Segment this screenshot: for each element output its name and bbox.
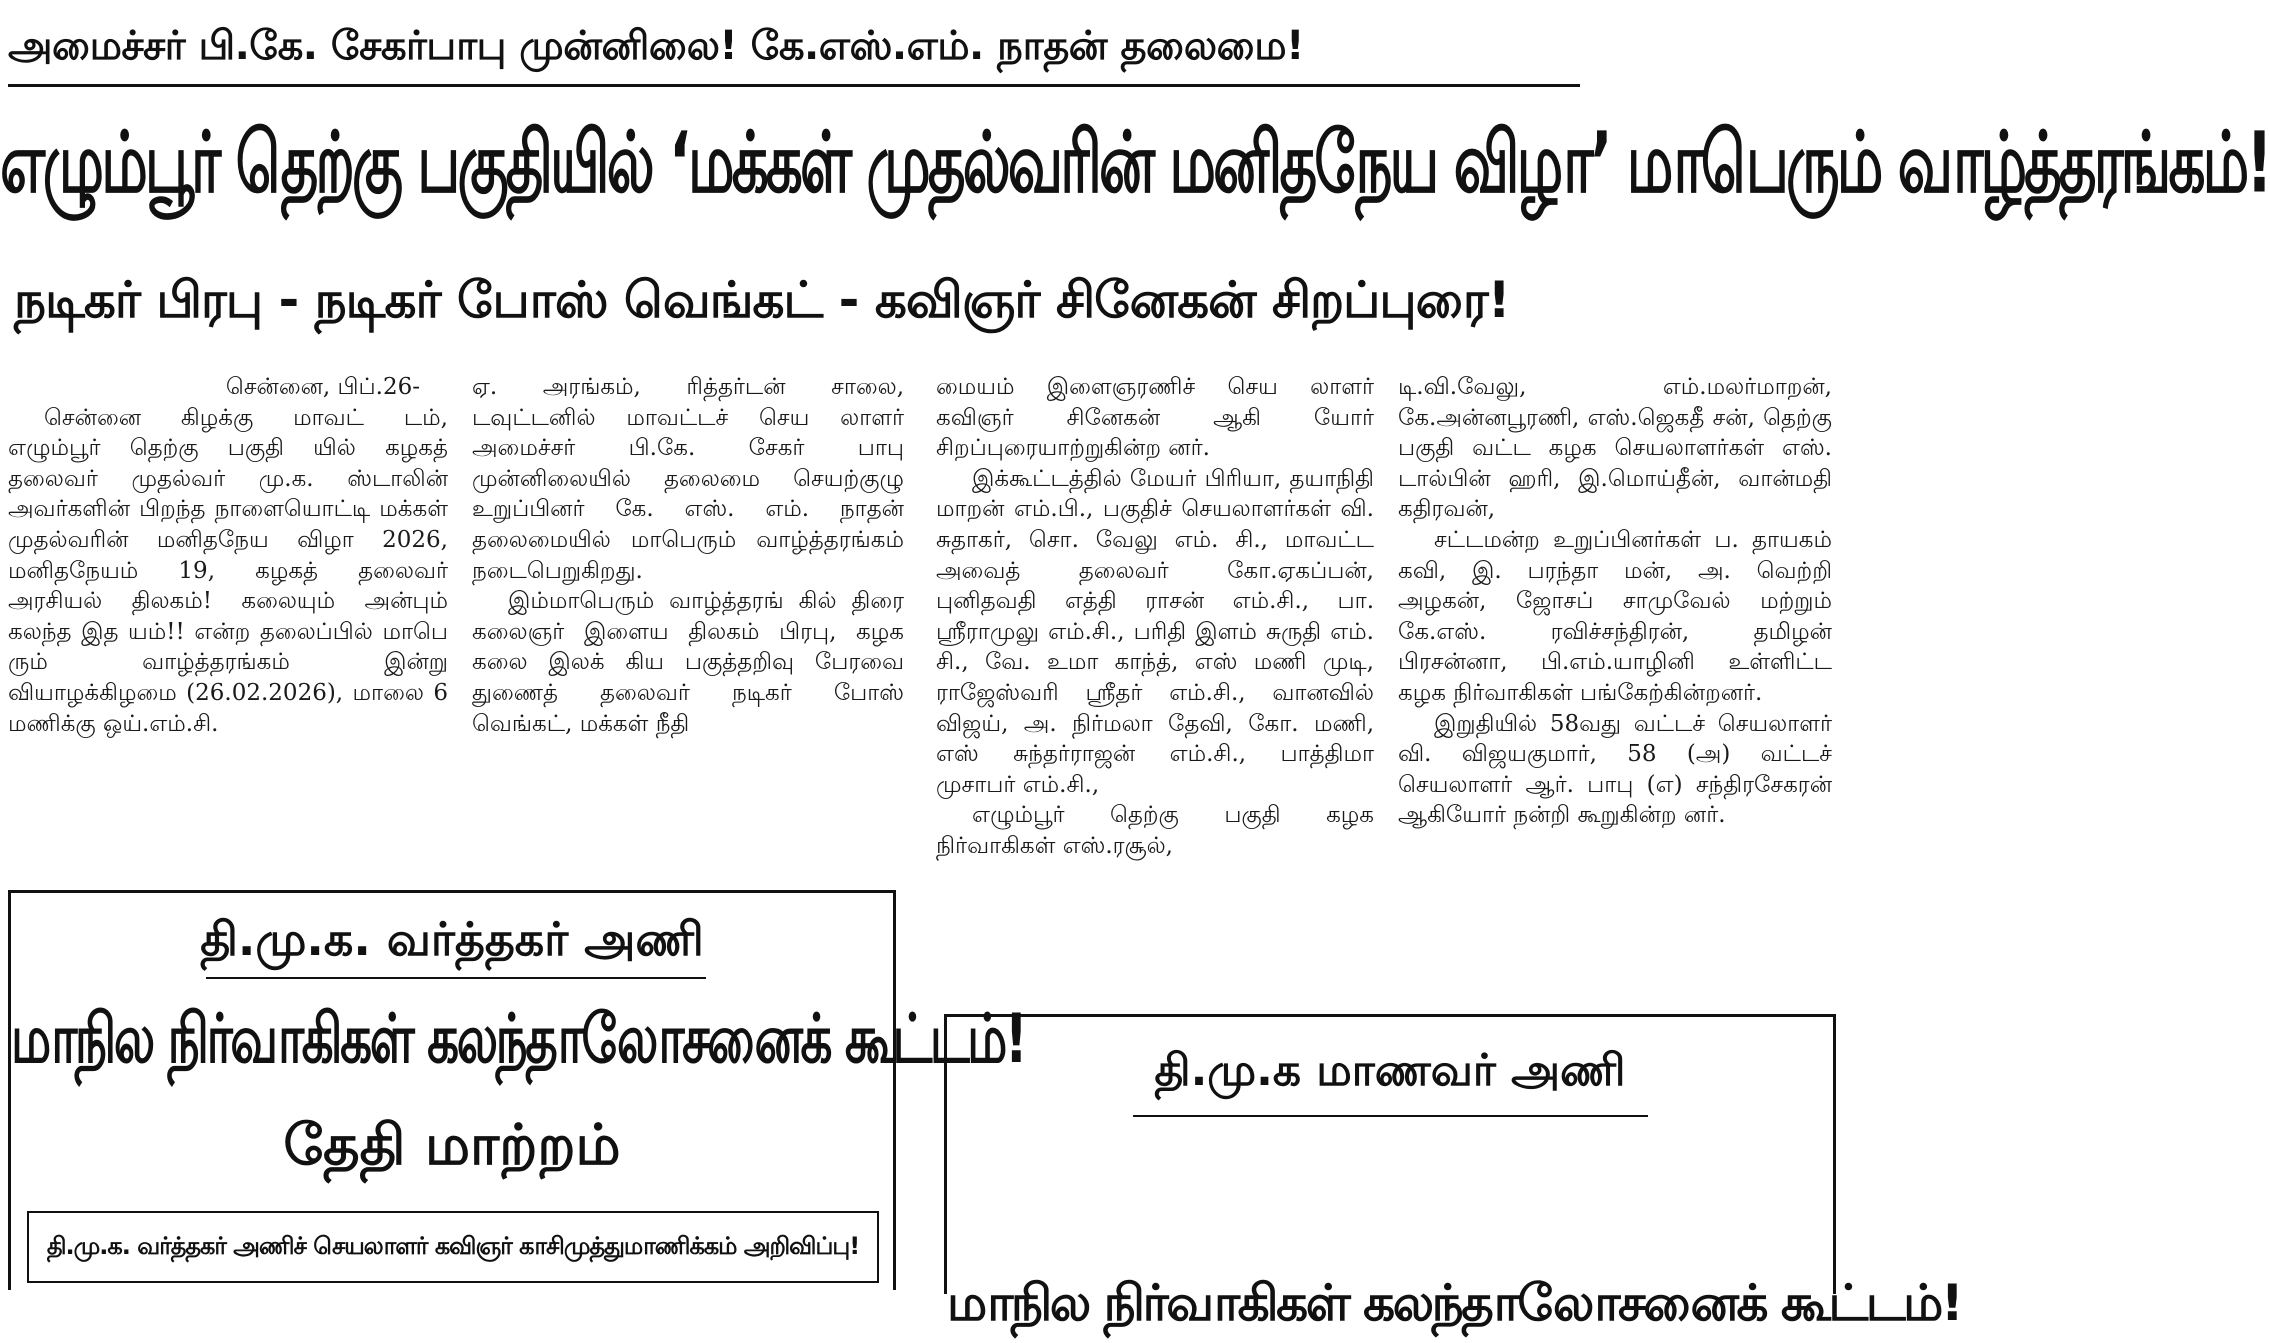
notice-main-heading: மாநில நிர்வாகிகள் கலந்தாலோசனைக் கூட்டம்! (11, 999, 1026, 1079)
article-paragraph: இறுதியில் 58வது வட்டச் செயலாளர் வி. விஜயகுமார், 58 (அ) வட்டச் செயலாளர் ஆர். பாபு (எ) சந்திரசேகரன் ஆகியோர் நன்றி கூறுகின்ற னர். (1398, 710, 1832, 829)
article-paragraph: மையம் இளைஞரணிச் செய லாளர் கவிஞர் சினேகன் ஆகி யோர் சிறப்புரையாற்றுகின்ற னர். (936, 374, 1374, 462)
sub-headline: நடிகர் பிரபு - நடிகர் போஸ் வெங்கட் - கவிஞர் சினேகன் சிறப்புரை! (14, 271, 1510, 329)
article-paragraph: சென்னை கிழக்கு மாவட் டம், எழும்பூர் தெற்கு பகுதி யில் கழகத் தலைவர் முதல்வர் மு.க. ஸ்டாலின் அவர்களின் பிறந்த நாளையொட்டி மக்கள் முதல்வரின் மனிதநேய விழா 2026, மனிதநேயம் 19, கழகத் தலைவர் அரசியல் திலகம்! கலையும் அன்பும் கலந்த இத யம்!! என்ற தலைப்பில் மாபெ ரும் வாழ்த்தரங்கம் இன்று வியாழக்கிழமை (26.02.2026), மாலை 6 மணிக்கு ஒய்.எம்.சி. (8, 404, 448, 737)
dateline: சென்னை, பிப்.26- (225, 374, 420, 400)
notice-title: தி.மு.க. வர்த்தகர் அணி (200, 912, 704, 966)
article-paragraph: இக்கூட்டத்தில் மேயர் பிரியா, தயாநிதி மாறன் எம்.பி., பகுதிச் செயலாளர்கள் வி. சுதாகர், சொ. வேலு எம். சி., மாவட்ட அவைத் தலைவர் கோ.ஏகப்பன், புனிதவதி எத்தி ராசன் எம்.சி., பா. ஸ்ரீராமுலு எம்.சி., பரிதி இளம் சுருதி எம். சி., வே. உமா காந்த், எஸ் மணி முடி, ராஜேஸ்வரி ஸ்ரீதர் எம்.சி., வானவில் விஜய், அ. நிர்மலா தேவி, கோ. மணி, எஸ் சுந்தர்ராஜன் எம்.சி., பாத்திமா முசாபர் எம்.சி., (936, 465, 1374, 798)
notice-title: தி.மு.க மாணவர் அணி (1154, 1045, 1626, 1096)
notice-announcement-strip: தி.மு.க. வர்த்தகர் அணிச் செயலாளர் கவிஞர் காசிமுத்துமாணிக்கம் அறிவிப்பு! (27, 1211, 879, 1283)
notice-main-heading: மாநில நிர்வாகிகள் கலந்தாலோசனைக் கூட்டம்! (947, 1274, 1962, 1332)
article-column-1 (8, 372, 448, 872)
notice-title-underline (1133, 1115, 1648, 1117)
article-paragraph: டி.வி.வேலு, எம்.மலர்மாறன், கே.அன்னபூரணி, எஸ்.ஜெகதீ சன், தெற்கு பகுதி வட்ட கழக செயலாளர்கள் எஸ். டால்பின் ஹரி, இ.மொய்தீன், வான்மதி கதிரவன், (1398, 374, 1832, 523)
main-headline: எழும்பூர் தெற்கு பகுதியில் ‘மக்கள் முதல்வரின் மனிதநேய விழா’ மாபெரும் வாழ்த்தரங்கம்! (0, 113, 2270, 212)
article-paragraph: எழும்பூர் தெற்கு பகுதி கழக நிர்வாகிகள் எஸ்.ரசூல், (936, 802, 1374, 859)
article-paragraph: இம்மாபெரும் வாழ்த்தரங் கில் திரை கலைஞர் இளைய திலகம் பிரபு, கழக கலை இலக் கிய பகுத்தறிவு பேரவை துணைத் தலைவர் நடிகர் போஸ் வெங்கட், மக்கள் நீதி (472, 588, 904, 737)
kicker-headline: அமைச்சர் பி.கே. சேகர்பாபு முன்னிலை! கே.எஸ்.எம். நாதன் தலைமை! (8, 23, 1304, 69)
notice-box-students-wing (944, 1014, 1962, 1332)
notice-date-change: தேதி மாற்றம் (283, 1113, 621, 1178)
article-column-2 (472, 372, 904, 872)
notice-box-traders-wing (8, 890, 1026, 1290)
article-paragraph: சட்டமன்ற உறுப்பினர்கள் ப. தாயகம் கவி, இ. பரந்தா மன், அ. வெற்றி அழகன், ஜோசப் சாமுவேல் மற்றும் கே.எஸ். ரவிச்சந்திரன், தமிழன் பிரசன்னா, பி.எம்.யாழினி உள்ளிட்ட கழக நிர்வாகிகள் பங்கேற்கின்றனர். (1398, 526, 1832, 706)
article-paragraph: ஏ. அரங்கம், ரித்தர்டன் சாலை, டவுட்டனில் மாவட்டச் செய லாளர் அமைச்சர் பி.கே. சேகர் பாபு முன்னிலையில் தலைமை செயற்குழு உறுப்பினர் கே. எஸ். எம். நாதன் தலைமையில் மாபெரும் வாழ்த்தரங்கம் நடைபெறுகிறது. (472, 374, 904, 584)
